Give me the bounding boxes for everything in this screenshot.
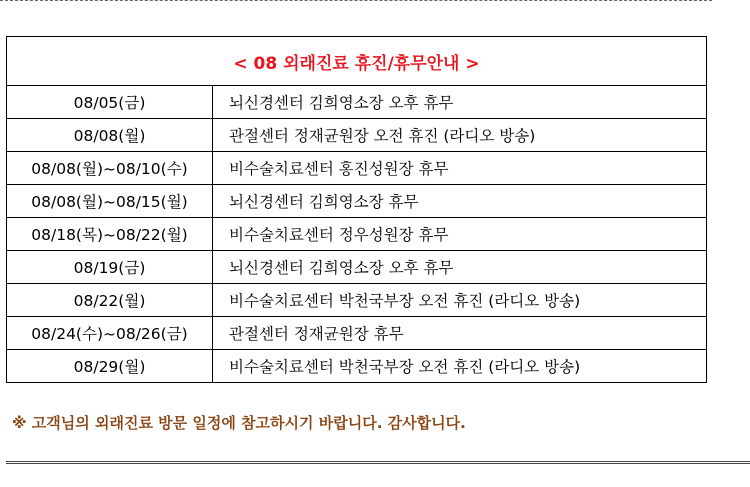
table-row bbox=[7, 251, 707, 284]
table-row bbox=[7, 317, 707, 350]
top-dashed-divider bbox=[0, 0, 712, 1]
table-row bbox=[7, 350, 707, 383]
table-row bbox=[7, 284, 707, 317]
row-description: 뇌신경센터 김희영소장 휴무 bbox=[213, 185, 707, 218]
row-description: 비수술치료센터 박천국부장 오전 휴진 (라디오 방송) bbox=[213, 284, 707, 317]
footer-note: ※ 고객님의 외래진료 방문 일정에 참고하시기 바랍니다. 감사합니다. bbox=[12, 414, 466, 432]
bottom-double-divider bbox=[6, 461, 750, 464]
table-row bbox=[7, 86, 707, 119]
table-row bbox=[7, 185, 707, 218]
table-row bbox=[7, 218, 707, 251]
row-date: 08/08(월)~08/10(수) bbox=[7, 152, 213, 185]
row-description: 뇌신경센터 김희영소장 오후 휴무 bbox=[213, 86, 707, 119]
schedule-table bbox=[6, 36, 707, 383]
row-description: 관절센터 정재균원장 휴무 bbox=[213, 317, 707, 350]
row-date: 08/08(월)~08/15(월) bbox=[7, 185, 213, 218]
row-description: 비수술치료센터 박천국부장 오전 휴진 (라디오 방송) bbox=[213, 350, 707, 383]
notice-title: < 08 외래진료 휴진/휴무안내 > bbox=[7, 37, 707, 86]
row-description: 뇌신경센터 김희영소장 오후 휴무 bbox=[213, 251, 707, 284]
row-date: 08/24(수)~08/26(금) bbox=[7, 317, 213, 350]
table-title-row bbox=[7, 37, 707, 86]
row-description: 관절센터 정재균원장 오전 휴진 (라디오 방송) bbox=[213, 119, 707, 152]
row-date: 08/05(금) bbox=[7, 86, 213, 119]
row-date: 08/29(월) bbox=[7, 350, 213, 383]
row-date: 08/19(금) bbox=[7, 251, 213, 284]
row-date: 08/18(목)~08/22(월) bbox=[7, 218, 213, 251]
row-date: 08/08(월) bbox=[7, 119, 213, 152]
table-row bbox=[7, 152, 707, 185]
row-description: 비수술치료센터 정우성원장 휴무 bbox=[213, 218, 707, 251]
row-date: 08/22(월) bbox=[7, 284, 213, 317]
row-description: 비수술치료센터 홍진성원장 휴무 bbox=[213, 152, 707, 185]
table-row bbox=[7, 119, 707, 152]
